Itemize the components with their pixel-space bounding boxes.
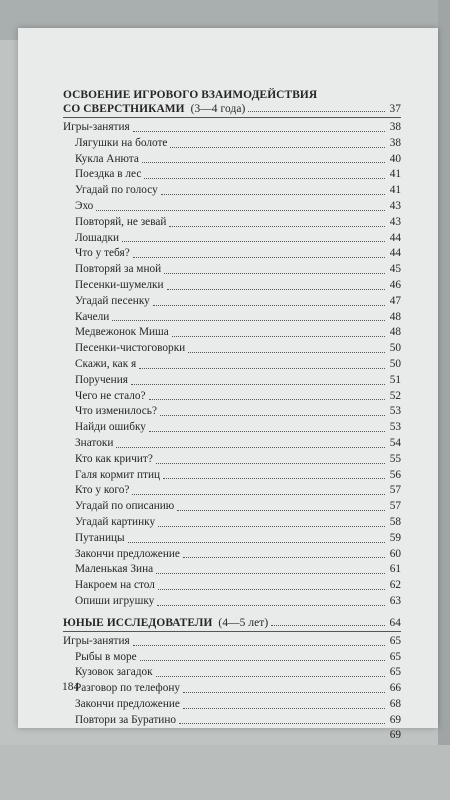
toc-entry-page: 48 [389, 326, 401, 339]
leader-dots [183, 707, 385, 709]
toc-entry[interactable] [63, 199, 401, 215]
leader-dots [140, 659, 385, 661]
toc-entry-page: 65 [389, 666, 401, 679]
toc-entry-title: Опиши игрушку [75, 594, 155, 607]
page-number: 184 [62, 681, 80, 693]
section2-age: (4—5 лет) [218, 616, 269, 629]
leader-dots [144, 177, 385, 179]
toc-entry-page: 52 [389, 389, 401, 402]
toc-entry[interactable] [63, 547, 401, 563]
section2-group-page: 65 [389, 634, 401, 647]
toc-entry-page: 40 [389, 152, 401, 165]
toc-entry-page: 60 [389, 547, 401, 560]
leader-dots [188, 351, 385, 353]
toc-entry-title: Путаницы [75, 531, 125, 544]
toc-entry[interactable] [63, 262, 401, 278]
toc-entry-page: 38 [389, 136, 401, 149]
leader-dots [132, 493, 385, 495]
leader-dots [149, 430, 385, 432]
leader-dots [271, 624, 385, 626]
leader-dots [139, 367, 385, 369]
toc-trailing-row [63, 728, 401, 744]
toc-entry-title: Медвежонок Миша [75, 326, 169, 339]
toc-entry-title: Угадай по описанию [75, 500, 175, 513]
toc-entry-title: Знатоки [75, 436, 114, 449]
toc-entry[interactable] [63, 452, 401, 468]
section1-group-label: Игры-занятия [63, 121, 130, 133]
toc-entry-page: 43 [389, 199, 401, 212]
toc-entry-title: Кукла Анюта [75, 152, 139, 165]
toc-entry[interactable] [63, 278, 401, 294]
section1-items [63, 136, 401, 610]
toc-entry-title: Песенки-чистоговорки [75, 342, 186, 355]
toc-entry[interactable] [63, 578, 401, 594]
toc-entry[interactable] [63, 215, 401, 231]
section1-divider [63, 117, 401, 118]
toc-entry-title: Эхо [75, 199, 94, 212]
leader-dots [128, 541, 385, 543]
toc-entry[interactable] [63, 341, 401, 357]
leader-dots [112, 319, 385, 321]
toc-entry-page: 61 [389, 563, 401, 576]
section2-items [63, 650, 401, 745]
toc-entry-title: Поручения [75, 373, 128, 386]
leader-dots [248, 110, 385, 112]
toc-entry-title: Найди ошибку [75, 421, 146, 434]
section1-title-line1: ОСВОЕНИЕ ИГРОВОГО ВЗАИМОДЕЙСТВИЯ [63, 89, 318, 101]
section2-title: ЮНЫЕ ИССЛЕДОВАТЕЛИ [63, 616, 213, 629]
toc-entry[interactable] [63, 436, 401, 452]
section2-group-label: Игры-занятия [63, 634, 130, 647]
toc-entry[interactable] [63, 468, 401, 484]
toc-entry[interactable] [63, 231, 401, 247]
leader-dots [142, 161, 385, 163]
toc-entry-page: 62 [389, 579, 401, 592]
toc-entry[interactable] [63, 562, 401, 578]
leader-dots [161, 193, 385, 195]
toc-entry-title: Кузовок загадок [75, 666, 153, 679]
leader-dots [133, 130, 385, 132]
table-of-contents [63, 88, 401, 744]
toc-entry-page: 48 [389, 310, 401, 323]
leader-dots [156, 572, 385, 574]
leader-dots [163, 477, 385, 479]
toc-entry-title: Поездка в лес [75, 168, 142, 181]
leader-dots [96, 209, 385, 211]
toc-entry-page: 41 [389, 184, 401, 197]
leader-dots [169, 225, 385, 227]
section2-divider [63, 631, 401, 632]
toc-entry-title: Скажи, как я [75, 357, 137, 370]
toc-entry-page: 50 [389, 342, 401, 355]
toc-entry[interactable] [63, 357, 401, 373]
section1-group-row[interactable] [63, 120, 401, 136]
toc-entry[interactable] [63, 246, 401, 262]
toc-entry[interactable] [63, 650, 401, 666]
toc-entry[interactable] [63, 183, 401, 199]
toc-entry-page: 43 [389, 215, 401, 228]
toc-entry-title: Качели [75, 310, 110, 323]
toc-entry[interactable] [63, 389, 401, 405]
toc-entry-page: 51 [389, 373, 401, 386]
toc-trailing-page: 69 [389, 729, 401, 742]
toc-entry-page: 44 [389, 247, 401, 260]
toc-entry[interactable] [63, 167, 401, 183]
toc-entry[interactable] [63, 404, 401, 420]
toc-entry[interactable] [63, 531, 401, 547]
toc-entry[interactable] [63, 515, 401, 531]
section2-page: 64 [389, 616, 401, 629]
toc-entry[interactable] [63, 310, 401, 326]
toc-entry-title: Галя кормит птиц [75, 468, 161, 481]
toc-entry[interactable] [63, 713, 401, 729]
toc-entry-page: 44 [389, 231, 401, 244]
toc-entry-title: Что изменилось? [75, 405, 157, 418]
section2-heading [63, 616, 401, 630]
leader-dots [160, 414, 385, 416]
leader-dots [179, 722, 385, 724]
section1-page: 37 [389, 103, 401, 115]
toc-entry-page: 47 [389, 294, 401, 307]
toc-entry-page: 63 [389, 594, 401, 607]
toc-entry[interactable] [63, 152, 401, 168]
toc-entry-title: Закончи предложение [75, 697, 180, 710]
leader-dots [116, 446, 385, 448]
toc-entry-title: Угадай картинку [75, 515, 156, 528]
section1-title-line2: СО СВЕРСТНИКАМИ [63, 103, 185, 115]
toc-entry-page: 68 [389, 697, 401, 710]
section1-heading [63, 88, 401, 116]
toc-entry-page: 55 [389, 452, 401, 465]
toc-entry-title: Песенки-шумелки [75, 278, 164, 291]
toc-entry-page: 53 [389, 421, 401, 434]
leader-dots [158, 588, 385, 590]
toc-entry-title: Повторяй, не зевай [75, 215, 167, 228]
section1-group-page: 38 [389, 121, 401, 133]
toc-entry-page: 41 [389, 168, 401, 181]
section1-age: (3—4 года) [190, 103, 246, 115]
toc-entry-page: 46 [389, 278, 401, 291]
toc-entry-title: Закончи предложение [75, 547, 180, 560]
leader-dots [167, 288, 386, 290]
toc-entry-page: 53 [389, 405, 401, 418]
toc-entry-page: 59 [389, 531, 401, 544]
toc-entry[interactable] [63, 499, 401, 515]
leader-dots [156, 462, 385, 464]
toc-entry-title: Кто у кого? [75, 484, 130, 497]
toc-entry-title: Разговор по телефону [75, 682, 181, 695]
background-right [438, 0, 450, 800]
toc-entry-title: Что у тебя? [75, 247, 130, 260]
toc-entry-page: 56 [389, 468, 401, 481]
toc-entry-title: Кто как кричит? [75, 452, 153, 465]
toc-entry-title: Рыбы в море [75, 650, 137, 663]
leader-dots [183, 691, 385, 693]
leader-dots [122, 240, 385, 242]
toc-entry-page: 45 [389, 263, 401, 276]
toc-entry[interactable] [63, 294, 401, 310]
toc-entry[interactable] [63, 594, 401, 610]
leader-dots [131, 383, 385, 385]
toc-entry[interactable] [63, 483, 401, 499]
toc-entry[interactable] [63, 373, 401, 389]
leader-dots [172, 335, 385, 337]
toc-entry[interactable] [63, 697, 401, 713]
toc-entry-title: Лягушки на болоте [75, 136, 168, 149]
leader-dots [164, 272, 385, 274]
leader-dots [149, 398, 385, 400]
toc-entry-title: Угадай песенку [75, 294, 150, 307]
toc-entry[interactable] [63, 665, 401, 681]
toc-entry-title: Лошадки [75, 231, 120, 244]
leader-dots [156, 675, 385, 677]
toc-entry-title: Угадай по голосу [75, 184, 158, 197]
leader-dots [133, 644, 385, 646]
section2-group-row[interactable] [63, 634, 401, 650]
toc-entry-page: 57 [389, 484, 401, 497]
leader-dots [177, 509, 385, 511]
leader-dots [183, 556, 385, 558]
leader-dots [170, 146, 385, 148]
toc-entry-page: 65 [389, 650, 401, 663]
toc-entry-page: 57 [389, 500, 401, 513]
toc-entry[interactable] [63, 681, 401, 697]
toc-entry-title: Повтори за Буратино [75, 713, 177, 726]
leader-dots [133, 256, 385, 258]
toc-entry-title: Повторяй за мной [75, 263, 162, 276]
toc-entry-page: 66 [389, 682, 401, 695]
leader-dots [158, 525, 385, 527]
leader-dots [157, 604, 385, 606]
toc-entry[interactable] [63, 420, 401, 436]
toc-entry-page: 69 [389, 713, 401, 726]
toc-entry-page: 58 [389, 515, 401, 528]
toc-entry[interactable] [63, 136, 401, 152]
toc-entry-page: 54 [389, 436, 401, 449]
toc-entry-title: Накроем на стол [75, 579, 155, 592]
toc-entry-title: Маленькая Зина [75, 563, 154, 576]
background-bottom [0, 745, 450, 800]
toc-entry-title: Чего не стало? [75, 389, 146, 402]
toc-entry[interactable] [63, 325, 401, 341]
toc-entry-page: 50 [389, 357, 401, 370]
leader-dots [153, 304, 385, 306]
